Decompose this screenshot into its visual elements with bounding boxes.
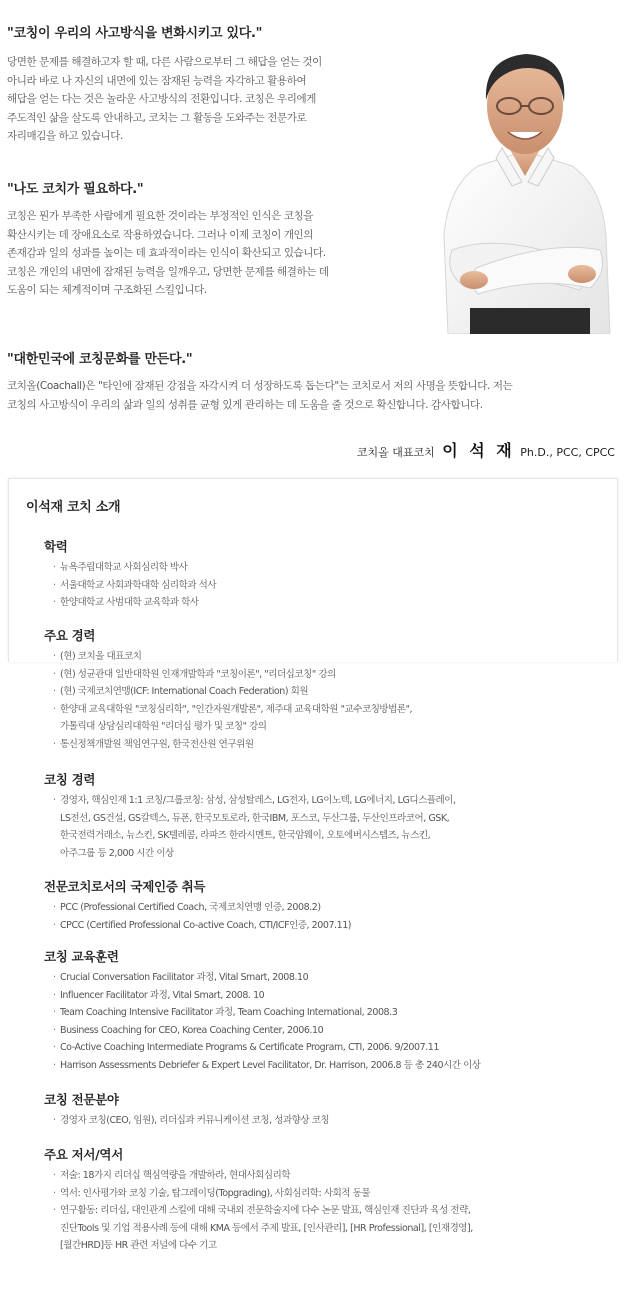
- intro-heading-3: "대한민국에 코칭문화를 만든다.": [7, 352, 193, 367]
- list-item: · (현) 성균관대 일반대학원 인재개발학과 "코칭이론", "리더십코칭" 강의: [60, 666, 412, 684]
- section-certification: [44, 877, 351, 934]
- list-item: · Influencer Facilitator 과정, Vital Smart, 2008. 10: [60, 987, 481, 1005]
- intro-paragraph-1: 당면한 문제를 해결하고자 할 때, 다른 사람으로부터 그 해답을 얻는 것이 아니라 바로 나 자신의 내면에 있는 잠재된 능력을 자각하고 활용하여 해답을 얻는 다는 것은 놀라운 사고방식의 전환입니다. 코칭은 우리에게 주도적인 삶을 살도록 안내하고, 코치는 그 활동을 도와주는 전문가로 자리매김을 하고 있습니다.: [7, 56, 322, 142]
- list-item: · (현) 국제코치연맹(ICF: International Coach Federation) 회원: [60, 683, 412, 701]
- list-item: · 역서: 인사평가와 코칭 기술, 탑그레이딩(Topgrading), 사회심리학: 사회적 동물: [60, 1185, 473, 1203]
- list-item: · 연구활동: 리더십, 대인관계 스킬에 대해 국내외 전문학술지에 다수 논문 발표, 핵심인재 진단과 육성 전략, 진단Tools 및 기업 적용사례 등에 대해 KMA 등에서 주제 발표, [인사관리], [HR Professional], [인재경영], [월간HRD]등 HR 관련 저널에 다수 기고: [60, 1202, 473, 1255]
- section-heading: 주요 경력: [44, 628, 96, 643]
- intro-paragraph-2: 코칭은 뭔가 부족한 사람에게 필요한 것이라는 부정적인 인식은 코칭을 확산시키는 데 장애요소로 작용하였습니다. 그러나 이제 코칭이 개인의 존재감과 일의 성과를 높이는 데 효과적이라는 인식이 확산되고 있습니다. 코칭은 개인의 내면에 잠재된 능력을 일깨우고, 당면한 문제를 해결하는 데 도움이 되는 체계적이며 구조화된 스킬입니다.: [7, 210, 329, 296]
- section-publications: [44, 1145, 473, 1255]
- list-item: · CPCC (Certified Professional Co-active Coach, CTI/ICF인증, 2007.11): [60, 917, 351, 935]
- signature: [357, 438, 615, 461]
- section-career: [44, 626, 412, 754]
- signature-credentials: Ph.D., PCC, CPCC: [520, 446, 615, 459]
- list-item: · 한양대학교 사범대학 교육학과 학사: [60, 594, 216, 612]
- list-item: · 뉴욕주립대학교 사회심리학 박사: [60, 559, 216, 577]
- list-item: · PCC (Professional Certified Coach, 국제코치연맹 인증, 2008.2): [60, 899, 351, 917]
- list-item: · 경영자, 핵심인재 1:1 코칭/그룹코칭: 삼성, 삼성탈레스, LG전자, LG이노텍, LG에너지, LG디스플레이, LS전선, GS건설, GS칼텍스, 듀폰, 한국모토로라, 한국IBM, 포스코, 두산그룹, 두산인프라코어, GSK, 한국전력거래소, 뉴스킨, SK텔레콤, 라파즈 한라시멘트, 한국암웨이, 오토에버시스템즈, 뉴스킨, 아주그룹 등 2,000 시간 이상: [60, 792, 456, 862]
- section-heading: 코칭 경력: [44, 772, 96, 787]
- intro-heading-1: "코칭이 우리의 사고방식을 변화시키고 있다.": [7, 26, 263, 41]
- section-specialty: [44, 1090, 329, 1130]
- list-item: · Crucial Conversation Facilitator 과정, Vital Smart, 2008.10: [60, 969, 481, 987]
- list-item: · Harrison Assessments Debriefer & Expert Level Facilitator, Dr. Harrison, 2006.8 등 총 240시간 이상: [60, 1057, 481, 1075]
- section-heading: 학력: [44, 539, 68, 554]
- section-heading: 코칭 교육훈련: [44, 949, 119, 964]
- profile-title: 이석재 코치 소개: [26, 500, 121, 515]
- list-item: · (현) 코치올 대표코치: [60, 648, 412, 666]
- section-coaching-career: [44, 770, 456, 862]
- list-item: · Business Coaching for CEO, Korea Coaching Center, 2006.10: [60, 1022, 481, 1040]
- signature-role: 코치올 대표코치: [356, 446, 435, 459]
- list-item: · Co-Active Coaching Intermediate Programs & Certificate Program, CTI, 2006. 9/2007.11: [60, 1039, 481, 1057]
- section-heading: 전문코치로서의 국제인증 취득: [44, 879, 206, 894]
- section-heading: 주요 저서/역서: [44, 1147, 123, 1162]
- section-education: [44, 537, 216, 612]
- list-item: · 통신정책개발원 책임연구원, 한국전산원 연구위원: [60, 736, 412, 754]
- intro-heading-2: "나도 코치가 필요하다.": [7, 182, 144, 197]
- list-item: · 저술: 18가지 리더십 핵심역량을 개발하라, 현대사회심리학: [60, 1167, 473, 1185]
- list-item: · 경영자 코칭(CEO, 임원), 리더십과 커뮤니케이션 코칭, 성과향상 코칭: [60, 1112, 329, 1130]
- list-item: · 서울대학교 사회과학대학 심리학과 석사: [60, 577, 216, 595]
- coach-portrait-photo: [430, 36, 615, 334]
- intro-section: [0, 0, 627, 460]
- list-item: · 한양대 교육대학원 "코칭심리학", "인간자원개발론", 제주대 교육대학원 "교수코칭방법론", 가톨릭대 상담심리대학원 "리더십 평가 및 코칭" 강의: [60, 701, 412, 736]
- section-training: [44, 947, 481, 1075]
- list-item: · Team Coaching Intensive Facilitator 과정, Team Coaching International, 2008.3: [60, 1004, 481, 1022]
- intro-paragraph-3: 코치올(Coachall)은 "타인에 잠재된 강점을 자각시켜 더 성장하도록 돕는다"는 코치로서 저의 사명을 뜻합니다. 저는 코칭의 사고방식이 우리의 삶과 일의 성취를 균형 있게 관리하는 데 도움을 줄 것으로 확신합니다. 감사합니다.: [7, 380, 513, 411]
- section-heading: 코칭 전문분야: [44, 1092, 119, 1107]
- signature-name: 이 석 재: [442, 441, 515, 460]
